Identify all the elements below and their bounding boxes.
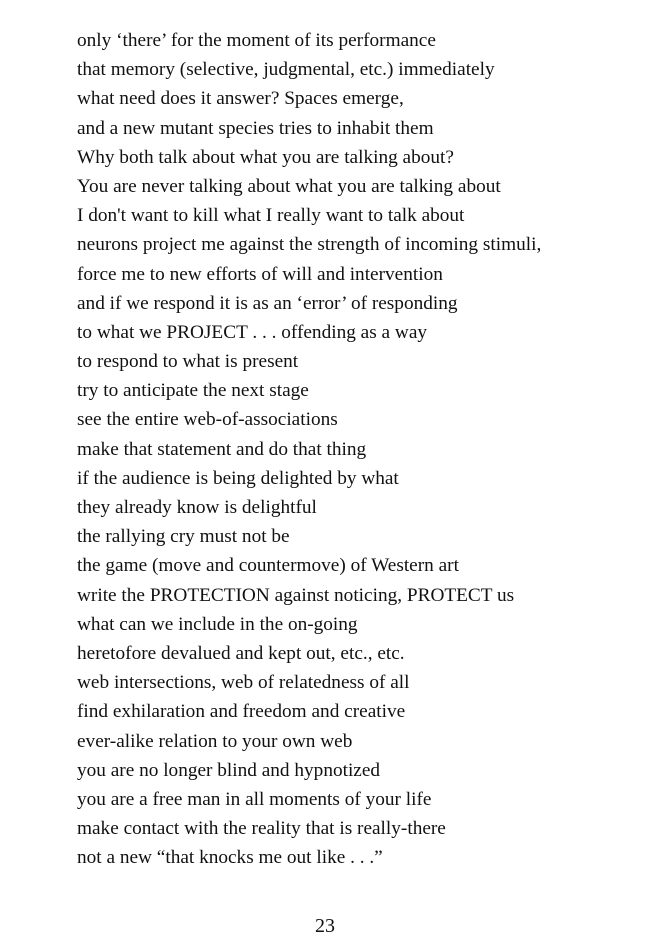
poem-line: the game (move and countermove) of Western art [77, 555, 459, 577]
poem-line: web intersections, web of relatedness of all [77, 672, 410, 694]
poem-line: that memory (selective, judgmental, etc.) immediately [77, 59, 495, 81]
poem-line: neurons project me against the strength of incoming stimuli, [77, 234, 542, 256]
poem-line: and a new mutant species tries to inhabit them [77, 117, 434, 139]
poem-line: ever-alike relation to your own web [77, 730, 353, 752]
poem-line: to respond to what is present [77, 351, 299, 373]
poem-line: they already know is delightful [77, 497, 317, 518]
page-number: 23 [315, 915, 335, 937]
poem-line: make contact with the reality that is really-there [77, 818, 446, 840]
poem-line: if the audience is being delighted by what [77, 467, 399, 489]
poem-line: not a new “that knocks me out like . . .” [77, 847, 383, 869]
poem-text [77, 26, 637, 872]
poem-line: you are a free man in all moments of your life [77, 788, 432, 810]
poem-line: make that statement and do that thing [77, 438, 367, 460]
poem-line: write the PROTECTION against noticing, PROTECT us [77, 584, 515, 606]
poem-line: try to anticipate the next stage [77, 380, 309, 402]
poem-line: see the entire web-of-associations [77, 409, 338, 431]
poem-line: and if we respond it is as an ‘error’ of responding [77, 292, 458, 314]
poem-line: what need does it answer? Spaces emerge, [77, 88, 404, 110]
poem-line: heretofore devalued and kept out, etc., etc. [77, 642, 405, 664]
poem-line: you are no longer blind and hypnotized [77, 759, 381, 781]
poem-line: Why both talk about what you are talking about? [77, 146, 454, 168]
poem-line: the rallying cry must not be [77, 526, 290, 548]
poem-line: to what we PROJECT . . . offending as a way [77, 321, 428, 343]
poem-line: I don't want to kill what I really want to talk about [77, 205, 465, 227]
poem-line: You are never talking about what you are talking about [77, 175, 501, 197]
poem-line: what can we include in the on-going [77, 613, 358, 635]
poem-line: find exhilaration and freedom and creative [77, 701, 406, 723]
poem-line: force me to new efforts of will and intervention [77, 263, 443, 285]
poem-line: only ‘there’ for the moment of its performance [77, 30, 436, 51]
